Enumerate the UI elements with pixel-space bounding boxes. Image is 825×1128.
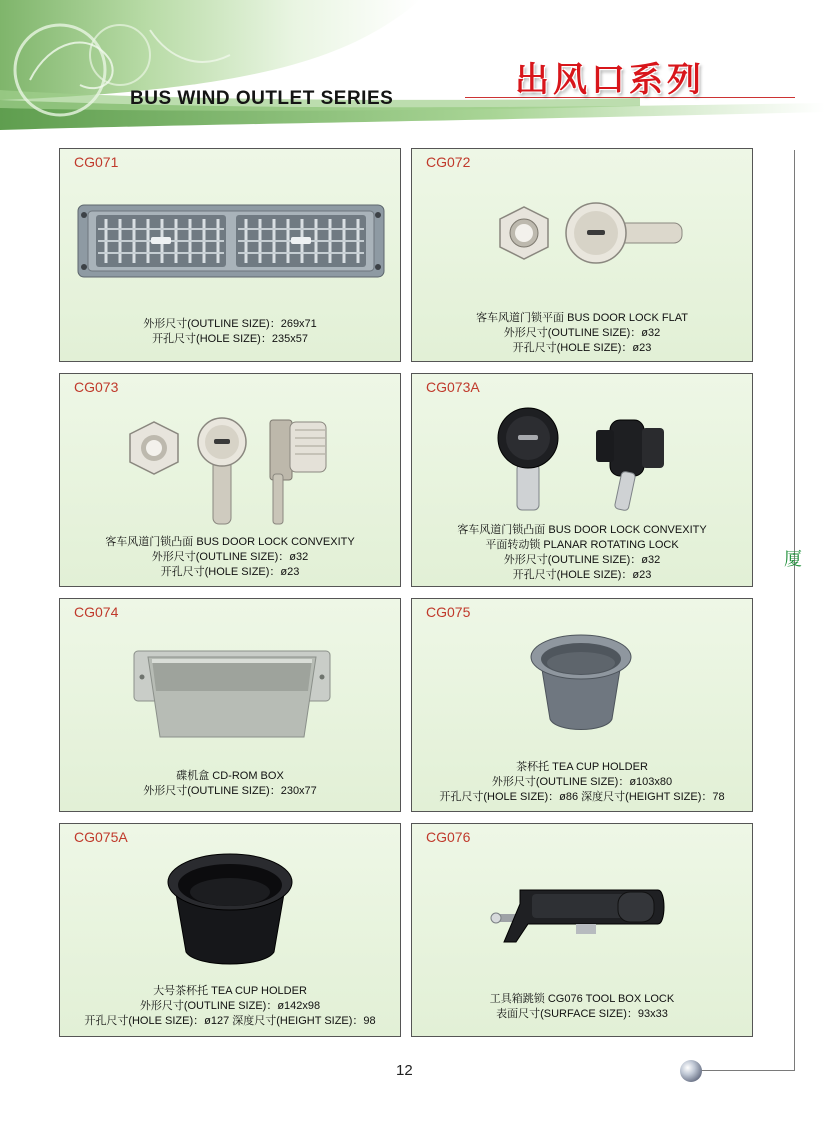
spec-line: 外形尺寸(OUTLINE SIZE)：230x77: [143, 785, 317, 797]
spec-line: 大号茶杯托 TEA CUP HOLDER: [153, 985, 307, 997]
spec-line: 客车风道门锁凸面 BUS DOOR LOCK CONVEXITY: [105, 536, 355, 548]
footer-rule: [700, 1070, 795, 1071]
product-card-cg076: [411, 823, 753, 1037]
spec-line: 开孔尺寸(HOLE SIZE)：ø86 深度尺寸(HEIGHT SIZE)：78: [439, 791, 725, 803]
product-code: CG075A: [74, 829, 128, 845]
side-mark-text: 厦: [784, 549, 802, 570]
spec-line: 开孔尺寸(HOLE SIZE)：235x57: [152, 333, 308, 345]
margin-rule: [794, 150, 795, 1070]
spec-line: 外形尺寸(OUTLINE SIZE)：ø103x80: [491, 776, 673, 788]
product-card-cg075a: [59, 823, 401, 1037]
spec-line: 开孔尺寸(HOLE SIZE)：ø23: [512, 342, 652, 354]
product-code: CG076: [426, 829, 471, 845]
product-code: CG074: [74, 604, 119, 620]
spec-line: 工具箱跳锁 CG076 TOOL BOX LOCK: [489, 993, 675, 1005]
spec-line: 开孔尺寸(HOLE SIZE)：ø127 深度尺寸(HEIGHT SIZE)：98: [84, 1015, 376, 1027]
series-title-english: BUS WIND OUTLET SERIES: [130, 88, 394, 109]
tea-cup-holder-image: [526, 627, 636, 737]
spec-line: 平面转动锁 PLANAR ROTATING LOCK: [485, 539, 679, 551]
spec-line: 外形尺寸(OUTLINE SIZE)：ø32: [151, 551, 309, 563]
door-lock-convexity-image: [120, 404, 360, 529]
spec-line: 客车风道门锁凸面 BUS DOOR LOCK CONVEXITY: [457, 524, 707, 536]
cd-rom-box-image: [132, 647, 332, 742]
spec-line: 表面尺寸(SURFACE SIZE)：93x33: [496, 1008, 668, 1020]
product-card-cg075: [411, 598, 753, 812]
product-code: CG075: [426, 604, 471, 620]
spec-line: 茶杯托 TEA CUP HOLDER: [516, 761, 648, 773]
product-card-cg073: [59, 373, 401, 587]
spec-line: 外形尺寸(OUTLINE SIZE)：ø32: [503, 327, 661, 339]
spec-line: 开孔尺寸(HOLE SIZE)：ø23: [160, 566, 300, 578]
spec-line: 开孔尺寸(HOLE SIZE)：ø23: [512, 569, 652, 581]
product-code: CG073A: [426, 379, 480, 395]
planar-rotating-lock-image: [492, 402, 692, 512]
product-code: CG071: [74, 154, 119, 170]
product-code: CG073: [74, 379, 119, 395]
spec-line: 碟机盒 CD-ROM BOX: [176, 770, 284, 782]
product-card-cg072: [411, 148, 753, 362]
product-card-cg071: [59, 148, 401, 362]
door-lock-flat-image: [480, 189, 700, 289]
tool-box-lock-image: [488, 884, 668, 964]
page-number: 12: [396, 1062, 413, 1079]
product-card-cg073a: [411, 373, 753, 587]
wind-outlet-image: [76, 201, 386, 281]
side-mark-icon: [783, 527, 803, 585]
large-tea-cup-holder-image: [160, 848, 300, 968]
series-title-chinese: 出风口系列: [515, 60, 705, 100]
spec-line: 外形尺寸(OUTLINE SIZE)：ø142x98: [139, 1000, 321, 1012]
header-banner: [0, 0, 825, 130]
spec-line: 外形尺寸(OUTLINE SIZE)：269x71: [143, 318, 317, 330]
spec-line: 客车风道门锁平面 BUS DOOR LOCK FLAT: [476, 312, 688, 324]
product-card-cg074: [59, 598, 401, 812]
spec-line: 外形尺寸(OUTLINE SIZE)：ø32: [503, 554, 661, 566]
product-code: CG072: [426, 154, 471, 170]
footer-ball-icon: [680, 1060, 702, 1082]
